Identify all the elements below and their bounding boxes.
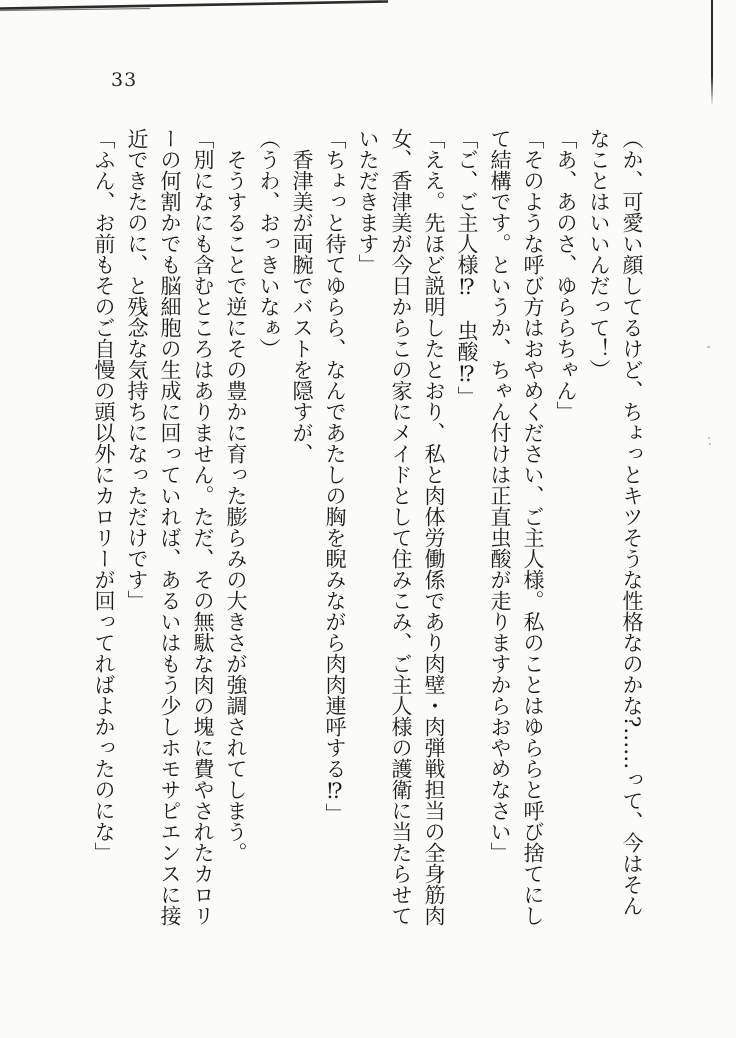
- vertical-novel-text: [87, 128, 648, 932]
- scan-speck: [709, 443, 711, 445]
- text-paragraph: 「あ、あのさ、ゆららちゃん」: [554, 128, 578, 422]
- text-paragraph: 「ええ。先ほど説明したとおり、私と肉体労働係であり肉壁・肉弾戦担当の全身筋肉女、香津美が今日からこの家にメイドとして住みこみ、ご主人様の護衛に当たらせていただきます」: [356, 128, 446, 926]
- scan-speck: [707, 346, 710, 348]
- text-paragraph: （うわ、おっきいなぁ）: [257, 128, 281, 359]
- text-paragraph: （か、可愛い顔してるけど、ちょっとキツそうな性格なのかな?……って、今はそんなことはいいんだって！）: [587, 128, 644, 917]
- text-paragraph: 「ちょっと待てゆらら、なんであたしの胸を睨みながら肉肉連呼する⁉」: [323, 128, 347, 824]
- scan-speck: [708, 437, 710, 439]
- text-paragraph: 香津美が両腕でバストを隠すが、: [290, 128, 314, 464]
- scan-edge-top-line: [0, 0, 392, 14]
- text-paragraph: 「そのような呼び方はおやめください、ご主人様。私のことはゆららと呼び捨てにして結構です。というか、ちゃん付けは正直虫酸が走りますからおやめなさい」: [488, 128, 545, 926]
- text-paragraph: 「ご、ご主人様⁉ 虫酸⁉」: [455, 128, 479, 407]
- text-paragraph: 「ふん、お前もそのご自慢の頭以外にカロリーが回ってればよかったのにな」: [92, 128, 116, 863]
- scan-edge-right-line: [711, 0, 713, 106]
- text-paragraph: そうすることで逆にその豊かに育った膨らみの大きさが強調されてしまう。: [224, 128, 248, 863]
- text-paragraph: 「別になにも含むところはありません。ただ、その無駄な肉の塊に費やされたカロリーの何割かでも脳細胞の生成に回っていれば、あるいはもう少しホモサピエンスに接近できたのに、と残念な気持ちになっただけです」: [125, 128, 215, 926]
- page-number: 33: [111, 69, 138, 91]
